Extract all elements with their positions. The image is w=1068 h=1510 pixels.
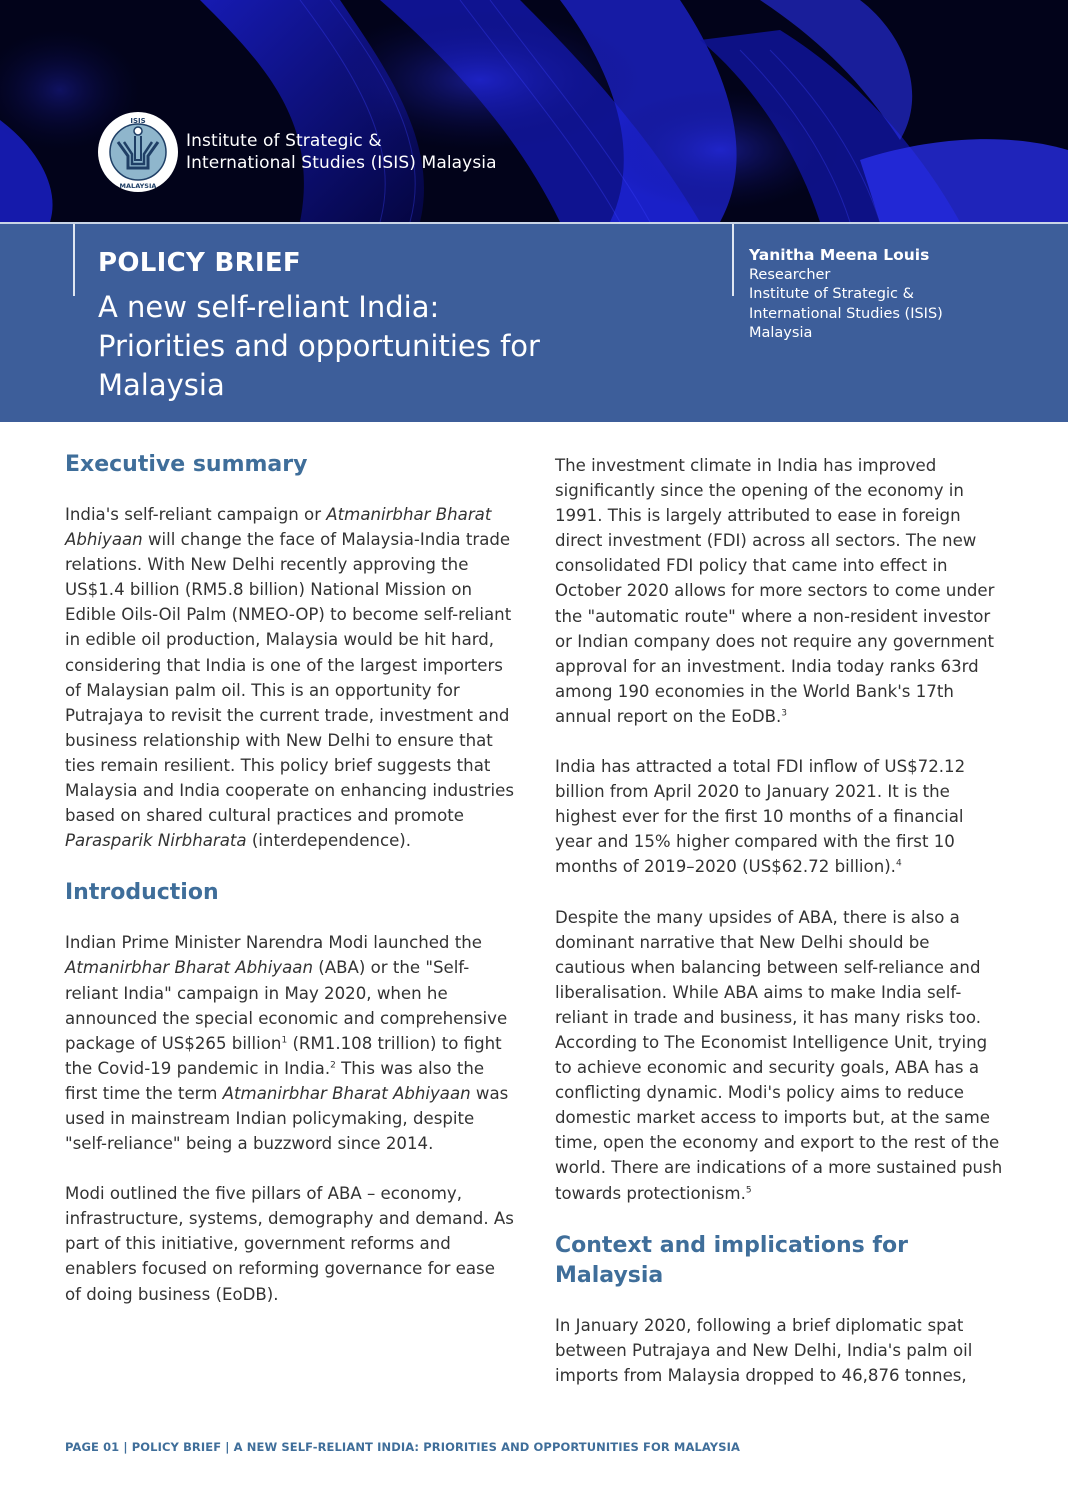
title-line-2: Priorities and opportunities for (98, 329, 540, 363)
svg-text:ISIS: ISIS (130, 117, 146, 125)
author-name: Yanitha Meena Louis (749, 246, 930, 264)
title-line-3: Malaysia (98, 368, 225, 402)
divider-right (732, 224, 734, 296)
introduction-paragraph-5: Despite the many upsides of ABA, there is also a dominant narrative that New Delhi should be cautious when balancing between self-reliance and liberalisation. While ABA aims to make India self-reliant in trade and business, it has many risks too. According to The Economist Intelligence Unit, trying to achieve economic and security goals, ABA has a conflicting dynamic. Modi's policy aims to reduce domestic market access to imports but, at the same time, open the economy and export to the rest of the world. There are indications of a more sustained push towards protectionism.$^5$ (555, 907, 1003, 1203)
svg-text:MALAYSIA: MALAYSIA (119, 182, 157, 190)
introduction-paragraph-1: Indian Prime Minister Narendra Modi launched the Atmanirbhar Bharat Abhiyaan (ABA) or the "Self-reliant India" campaign in May 2020, when he announced the special economic and comprehensive package of US$265 billion$^1$ (RM1.108 trillion) to fight the Covid-19 pandemic in India.$^2$ This was also the first time the term Atmanirbhar Bharat Abhiyaan was used in mainstream Indian policymaking, despite "self-reliance" being a buzzword since 2014. (65, 933, 509, 1154)
footnote-ref-3[interactable]: 3 (781, 708, 787, 719)
heading-context-implications: Context and implications for Malaysia (555, 1232, 908, 1288)
left-column (65, 450, 515, 1332)
title-line-1: A new self-reliant India: (98, 290, 440, 324)
title-band (0, 222, 1068, 422)
header-banner (0, 0, 1068, 222)
org-name-line-2: International Studies (ISIS) Malaysia (186, 153, 497, 173)
page-footer: PAGE 01 | POLICY BRIEF | A NEW SELF-RELIANT INDIA: PRIORITIES AND OPPORTUNITIES FOR MALAYSIA (65, 1440, 740, 1454)
org-name-line-1: Institute of Strategic & (186, 131, 382, 151)
footnote-ref-4[interactable]: 4 (895, 858, 902, 869)
footnote-ref-2[interactable]: 2 (330, 1060, 336, 1071)
divider-left (73, 224, 75, 296)
page-title (98, 288, 578, 405)
footnote-ref-1[interactable]: 1 (281, 1035, 288, 1046)
right-column (555, 453, 1005, 1413)
author-block (749, 246, 943, 344)
introduction-paragraph-3: The investment climate in India has improved significantly since the opening of the economy in 1991. This is largely attributed to ease in foreign direct investment (FDI) across all sectors. The new consolidated FDI policy that came into effect in October 2020 allows for more sectors to come under the "automatic route" where a non-resident investor or Indian company does not require any government approval for an investment. India today ranks 63rd among 190 economies in the World Bank's 17th annual report on the EoDB.$^3$ (555, 456, 995, 726)
isis-malaysia-logo-icon (98, 112, 178, 192)
author-affiliation-2: International Studies (ISIS) (749, 305, 943, 322)
heading-executive-summary: Executive summary (65, 452, 308, 477)
author-role: Researcher (749, 266, 831, 283)
org-name (186, 130, 497, 174)
heading-introduction: Introduction (65, 880, 219, 906)
document-type-label: POLICY BRIEF (98, 248, 301, 278)
introduction-paragraph-2: Modi outlined the five pillars of ABA – economy, infrastructure, systems, demography and demand. As part of this initiative, government reforms and enablers focused on reforming governance for ease of doing business (EoDB). (65, 1184, 514, 1304)
executive-summary-paragraph: India's self-reliant campaign or Atmanirbhar Bharat Abhiyaan will change the face of Malaysia-India trade relations. With New Delhi recently approving the US$1.4 billion (RM5.8 billion) National Mission on Edible Oils-Oil Palm (NMEO-OP) to become self-reliant in edible oil production, Malaysia would be hit hard, considering that India is one of the largest importers of Malaysian palm oil. This is an opportunity for Putrajaya to revisit the current trade, investment and business relationship with New Delhi to ensure that ties remain resilient. This policy brief suggests that Malaysia and India cooperate on enhancing industries based on shared cultural practices and promote Parasparik Nirbharata (interdependence). (65, 505, 514, 851)
introduction-paragraph-4: India has attracted a total FDI inflow of US$72.12 billion from April 2020 to January 2021. It is the highest ever for the first 10 months of a financial year and 15% higher compared with the first 10 months of 2019–2020 (US$62.72 billion).$^4$ (555, 757, 966, 877)
author-affiliation-1: Institute of Strategic & (749, 286, 914, 302)
context-paragraph-1: In January 2020, following a brief diplomatic spat between Putrajaya and New Delhi, India's palm oil imports from Malaysia dropped to 46,876 tonnes, (555, 1315, 973, 1385)
author-affiliation-3: Malaysia (749, 325, 813, 341)
footnote-ref-5[interactable]: 5 (745, 1185, 752, 1195)
org-branding (98, 112, 497, 192)
